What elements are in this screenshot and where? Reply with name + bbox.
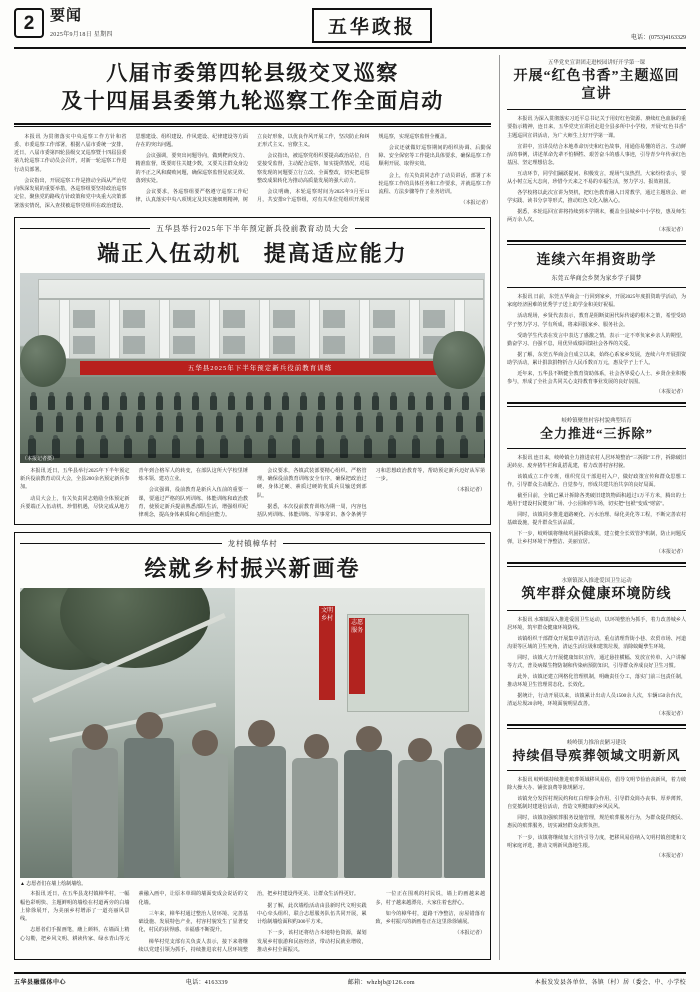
side-body	[507, 293, 686, 397]
lead-para: 会议要求，各巡察组要严格遵守巡察工作纪律，认真落实中央八项规定及其实施细则精神，树立良好形象，以优良作风开展工作，坚决防止和纠正形式主义、官僚主义。	[135, 133, 370, 204]
side-para: 此外，该镇还建立网格化管理机制，明确责任分工，落实门前三包责任制，推动环境卫生管理常态化、长效化。	[507, 674, 686, 689]
side-article-hongse-shuxiang	[507, 55, 686, 235]
main-column	[14, 55, 491, 960]
volunteer	[398, 760, 442, 878]
red-banner-sign: 文明乡村	[319, 606, 335, 700]
side-para: 本报讯 为深入贯彻落实习近平总书记关于用好红色资源、赓续红色血脉的重要指示精神，连日来，五华党史宣讲团走进全县多所中小学校，开展“红色书香”主题巡回宣讲活动，为广大师生上好开学第一课。	[507, 116, 686, 139]
rule	[507, 402, 686, 407]
side-headline: 全力推进“三拆除”	[540, 425, 654, 441]
side-para: 下一步，该镇将继续加大宣传引导力度，把移风易俗纳入文明村镇创建和文明家庭评选，推动文明新风落地生根。	[507, 834, 686, 849]
side-para: 同时，该镇加强殡葬服务设施管理，规范殡葬服务行为，为群众提供便民、惠民的殡葬服务，切实减轻群众丧葬负担。	[507, 815, 686, 830]
rule	[507, 610, 686, 611]
pkg2-para: 据了解，此次墙绘活动由县新时代文明实践中心牵头组织，联合志愿服务队伍共同开展，累计绘制墙绘面积约300平方米。	[257, 902, 367, 925]
section-title: 要闻	[50, 8, 83, 24]
pkg1-para: 本报讯 近日，五华县举行2025年下半年预定新兵役前教育动员大会，全县200余名预定新兵参加。	[20, 467, 130, 491]
side-para: 互动环节，同学们踊跃提问、积极发言，现场气氛热烈。大家纷纷表示，要从小树立远大志向，珍惜今天来之不易的幸福生活，努力学习、报效祖国。	[507, 170, 686, 185]
side-subhead: 东莞五华商会乡贤为家乡学子圆梦	[551, 276, 642, 283]
package-village-kicker: 龙村镇樟华村	[20, 538, 485, 549]
masthead	[14, 8, 686, 49]
pkg2-para: 下一步，该村还将结合本地特色资源，谋划发展乡村旅游和民宿经济，带动村民就业增收，推动乡村全面振兴。	[257, 930, 367, 953]
masthead-contact: 电话：(0753)4163329	[631, 35, 686, 41]
side-para: 该镇组织干部群众开展集中清洁行动，重点清理背街小巷、农贸市场、河道沟渠等区域的卫生死角，清运生活垃圾和建筑垃圾，消除蚊蝇孳生环境。	[507, 635, 686, 650]
package-village	[14, 532, 491, 960]
side-kicker: 五华党史宣讲团走进校园讲好开学第一课	[548, 60, 646, 66]
rule	[507, 724, 686, 729]
footer-publisher: 五华县融媒体中心	[14, 980, 67, 986]
pkg1-para: 会议强调，役前教育是新兵入伍前的重要一课，要通过严格的队列训练、体能训练和政治教育，使预定新兵提前熟悉部队生活，增强组织纪律观念，提高身体素质和心理适应能力。	[138, 487, 249, 518]
photo-recruit-training	[20, 273, 485, 463]
side-para: 本报讯 岐岭镇持续推进殡葬领域移风易俗，倡导文明节俭治丧新风，着力破除大操大办、铺张浪费等陈规陋习。	[507, 777, 686, 792]
issue-date: 2025年9月18日 星期四	[50, 31, 113, 38]
side-para: 宣讲中，宣讲员结合本地革命历史和红色故事，用通俗易懂的语言、生动鲜活的事例，讲述革命先辈不怕牺牲、艰苦奋斗的感人事迹，引导青少年传承红色基因、坚定理想信念。	[507, 143, 686, 166]
volunteer	[344, 750, 392, 878]
rule	[507, 287, 686, 288]
volunteer	[234, 746, 286, 878]
pkg1-para: 据悉，本次役前教育训练为期一周，内容包括队列训练、体能训练、军事常识、条令条例学习和思想政治教育等，帮助预定新兵迈好从军第一步。	[257, 467, 486, 518]
footer-email[interactable]: 邮箱：whzbjb@126.com	[347, 980, 415, 986]
side-para: 活动现场，乡贤代表表示，教育是阻断贫困代际传递的根本之策，希望受助学子努力学习、学有所成，将来回报家乡、服务社会。	[507, 313, 686, 328]
side-para: 受助学生代表在发言中表达了感激之情，表示一定不辜负家乡亲人的期望，勤奋学习、自强不息，用优异成绩回馈社会各界的关爱。	[507, 332, 686, 347]
side-kicker: 水寨镇深入推进爱国卫生运动	[561, 578, 632, 585]
side-para: 该镇成立工作专班，组织党员干部进村入户，做好政策宣传和群众思想工作，引导群众主动配合、自觉参与，形成共建共治共享的良好局面。	[507, 473, 686, 489]
volunteer	[180, 754, 228, 878]
package-village-title: 绘就乡村振兴新画卷	[144, 556, 361, 582]
side-body	[507, 616, 686, 720]
photo-caption: ▲ 志愿者们在墙上绘制墙绘。	[20, 882, 87, 888]
paper-name: 五华政报	[312, 8, 432, 43]
side-para: 近年来，五华县不断健全教育资助体系，社会各界爱心人士、乡贤企业积极参与，形成了全社会共同关心支持教育事业发展的良好氛围。	[507, 370, 686, 385]
package-recruits-body	[20, 467, 485, 520]
side-para: 该镇充分发挥村规民约和红白理事会作用，引导群众简办丧事、厚养薄葬，自觉抵制封建迷信活动，营造文明健康的乡风民风。	[507, 796, 686, 811]
package-recruits	[14, 217, 491, 526]
pkg1-byline: （本报记者）	[454, 487, 486, 494]
side-body	[507, 776, 686, 861]
volunteer	[124, 738, 174, 878]
page-number: 2	[14, 8, 44, 38]
rule-under-headline	[14, 123, 491, 127]
side-column	[499, 55, 686, 960]
rule	[507, 448, 686, 449]
side-para: 同时，该镇同步推进道路硬化、污水治理、绿化美化等工程，不断完善农村基础设施，提升群众生活品质。	[507, 512, 686, 527]
side-para: 本报讯 水寨镇深入推进爱国卫生运动，以环境整治为抓手，着力改善城乡人居环境，筑牢群众健康环境防线。	[507, 616, 686, 631]
pkg2-para: 如今的樟华村，道路干净整洁，房屋错落有致，乡村振兴的新画卷正在这里徐徐铺展。	[375, 910, 486, 925]
side-body	[507, 454, 686, 558]
side-article-sanchaichu	[507, 413, 686, 558]
side-para: 本报讯 连日来，岐岭镇全力推进农村人居环境整治“三拆除”工作，拆除破旧泥砖房、废弃猪牛栏和乱搭乱建，着力改善村容村貌。	[507, 454, 686, 469]
side-headline: 开展“红色书香”主题巡回宣讲	[513, 69, 680, 103]
rule	[507, 770, 686, 771]
lead-para: 会议指出，被巡察党组织要提高政治站位，自觉接受监督，主动配合巡察，如实提供情况，对巡察发现的问题要立行立改、全面整改，切实把巡察整改成果转化为推动高质量发展的强大动力。	[257, 153, 370, 184]
side-byline: （本报记者）	[655, 712, 686, 718]
pkg2-para: 三年来，樟华村通过整治人居环境、完善基础设施、发展特色产业，村容村貌发生了显著变化，村民的获得感、幸福感不断提升。	[138, 910, 249, 934]
masthead-center	[113, 8, 631, 43]
side-para: 各学校将以此次宣讲为契机，把红色教育融入日常教学，通过主题班会、研学实践、读书分享等形式，推动红色文化入脑入心。	[507, 189, 686, 204]
lead-body	[14, 133, 491, 210]
lead-byline: （本报记者）	[460, 200, 492, 207]
pkg1-para: 动员大会上，有关负责同志勉励全体预定新兵要端正入伍动机、珍惜机遇，尽快完成从地方青年到合格军人的转变，在部队这所大学校里锤炼本领、建功立业。	[20, 467, 249, 510]
lead-para: 会议还就做好巡察期间的组织协调、后勤保障、安全保密等工作提出具体要求，确保巡察工作顺利开展、取得实效。	[378, 144, 492, 168]
side-headline: 连续六年捐资助学	[536, 253, 657, 269]
side-para: 据悉，本轮巡回宣讲将持续到本学期末，覆盖全县城乡中小学校，惠及师生两万余人次。	[507, 209, 686, 224]
side-article-jiankang-fangxian	[507, 573, 686, 719]
side-byline: （本报记者）	[655, 228, 686, 234]
pkg2-para: 一位正在围观的村民说，墙上的画越来越多，村子越来越漂亮，大家住着也舒心。	[375, 891, 486, 906]
side-kicker: 岐岭镇聚焦村容村貌典型培育	[561, 417, 632, 424]
mural-painting	[347, 614, 469, 712]
side-body	[507, 115, 686, 235]
footer-phone: 电话：4163339	[185, 980, 228, 986]
pkg2-para: 志愿者们手握画笔，蘸上颜料，在墙面上精心勾勒，把乡风文明、耕读传家、绿水青山等元素融入画中，让原本单调的墙面变成会说话的文化墙。	[20, 891, 249, 942]
photo-village-mural	[20, 588, 485, 878]
volunteer	[72, 748, 118, 878]
side-article-juanzi-zhuxue	[507, 251, 686, 397]
side-article-binzang-xinfeng	[507, 735, 686, 860]
side-para: 据统计，行动开展以来，该镇累计出动人员1500余人次，车辆150余台次，清运垃圾20余吨，环境面貌明显改善。	[507, 693, 686, 708]
pkg2-byline: （本报记者）	[454, 930, 486, 937]
pkg1-para: 会议要求，各镇武装部要精心组织、严格管理，确保役前教育训练安全有序，确保把政治过硬、身体过硬、素质过硬的优质兵员输送到部队。	[257, 467, 367, 499]
volunteer	[292, 758, 338, 878]
side-para: 截至目前，全镇已累计拆除各类破旧建筑物面积超过1万平方米，腾出的土地用于建设村民健身广场、小公园和停车场，切实把“包袱”变成“财富”。	[507, 493, 686, 508]
side-headline: 筑牢群众健康环境防线	[521, 587, 672, 603]
package-recruits-kicker: 五华县举行2025年下半年预定新兵役前教育动员大会	[20, 223, 485, 234]
side-headline: 持续倡导殡葬领域文明新风	[512, 748, 681, 764]
footer-distribution: 本报发发县各单位、各镇（村）居（委会、中、小学校	[534, 980, 686, 986]
side-byline: （本报记者）	[655, 853, 686, 859]
volunteer	[444, 748, 485, 878]
side-byline: （本报记者）	[655, 550, 686, 556]
lead-para: 会议指出，开展巡察工作是推动全面从严治党向纵深发展的重要举措，各巡察组要坚持政治巡察定位，聚焦党的路线方针政策和党中央重大决策部署落实情况，深入查找被巡察党组织在政治建设、思想建设、组织建设、作风建设、纪律建设等方面存在的突出问题。	[14, 133, 249, 209]
photo-caption: （本报记者摄）	[20, 454, 485, 463]
lead-headline-line2: 及十四届县委第九轮巡察工作全面启动	[61, 89, 444, 114]
package-recruits-title: 端正入伍动机 提高适应能力	[97, 240, 408, 266]
page-content	[14, 55, 686, 960]
lead-para: 会上，有关负责同志作了动员讲话，部署了本轮巡察工作的具体任务和工作要求，并就巡察工作流程、方法步骤等作了业务培训。	[378, 172, 492, 195]
lead-headline-line1: 八届市委第四轮县级交叉巡察	[106, 61, 399, 85]
package-village-body	[20, 890, 485, 954]
masthead-left	[14, 8, 113, 38]
side-para: 据了解，东莞五华商会自成立以来，始终心系家乡发展，连续六年开展捐资助学活动，累计捐款捐物折合人民币数百万元，惠及学子上千人。	[507, 351, 686, 366]
lead-para: 会议明确，本轮巡察时间为2025年9月至11月，共安排8个巡察组，对有关单位党组织开展常规巡察，实现巡察监督全覆盖。	[257, 133, 450, 204]
rule	[507, 109, 686, 110]
lead-headline	[14, 55, 491, 118]
side-para: 本报讯 日前，东莞五华商会一行回到家乡，开展2025年度捐资助学活动，为家庭经济困难的优秀学子送上助学金和美好祝福。	[507, 294, 686, 309]
building-facade	[38, 279, 484, 359]
lead-para: 会议强调，要突出问题导向，做到靶向发力、精准监督，既要盯住关键少数，又要关注群众身边的不正之风和腐败问题，确保巡察监督见底见效、落到实处。	[135, 153, 249, 184]
side-para: 下一步，岐岭镇将继续巩固拆除成果，建立健全长效管护机制，防止问题反弹，让乡村环境干净整洁、美丽宜居。	[507, 531, 686, 546]
pkg2-para: 樟华村党支部有关负责人表示，接下来将继续以党建引领为抓手，持续推进农村人居环境整治，把乡村建设得更美、让群众生活得更好。	[138, 891, 359, 953]
pkg2-para: 本报讯 近日，在五华县龙村镇樟华村，一幅幅色彩明快、主题鲜明的墙绘在村道两旁的白墙上徐徐展开，为美丽乡村增添了一道亮丽风景线。	[20, 891, 130, 922]
photo-banner-text: 五华县2025年下半年预定新兵役前教育训练	[80, 361, 440, 375]
side-para: 同时，该镇大力开展健康知识宣传，通过悬挂横幅、发放宣传单、入户讲解等方式，普及病媒生物防制和传染病预防知识，引导群众养成良好卫生习惯。	[507, 654, 686, 669]
side-kicker: 岐岭镇力推治丧陋习建设	[566, 740, 627, 747]
side-byline: （本报记者）	[655, 389, 686, 395]
red-banner-sign: 志愿服务	[349, 618, 365, 694]
rule	[507, 562, 686, 567]
page-footer	[14, 972, 686, 986]
rule	[507, 240, 686, 245]
lead-para: 本报讯 为贯彻落实中央巡察工作方针和省委、市委巡察工作部署，根据八届市委统一安排，近日，八届市委第四轮县级交叉巡察暨十四届县委第九轮巡察工作动员会召开，对新一轮巡察工作进行动员部署。	[14, 133, 127, 173]
